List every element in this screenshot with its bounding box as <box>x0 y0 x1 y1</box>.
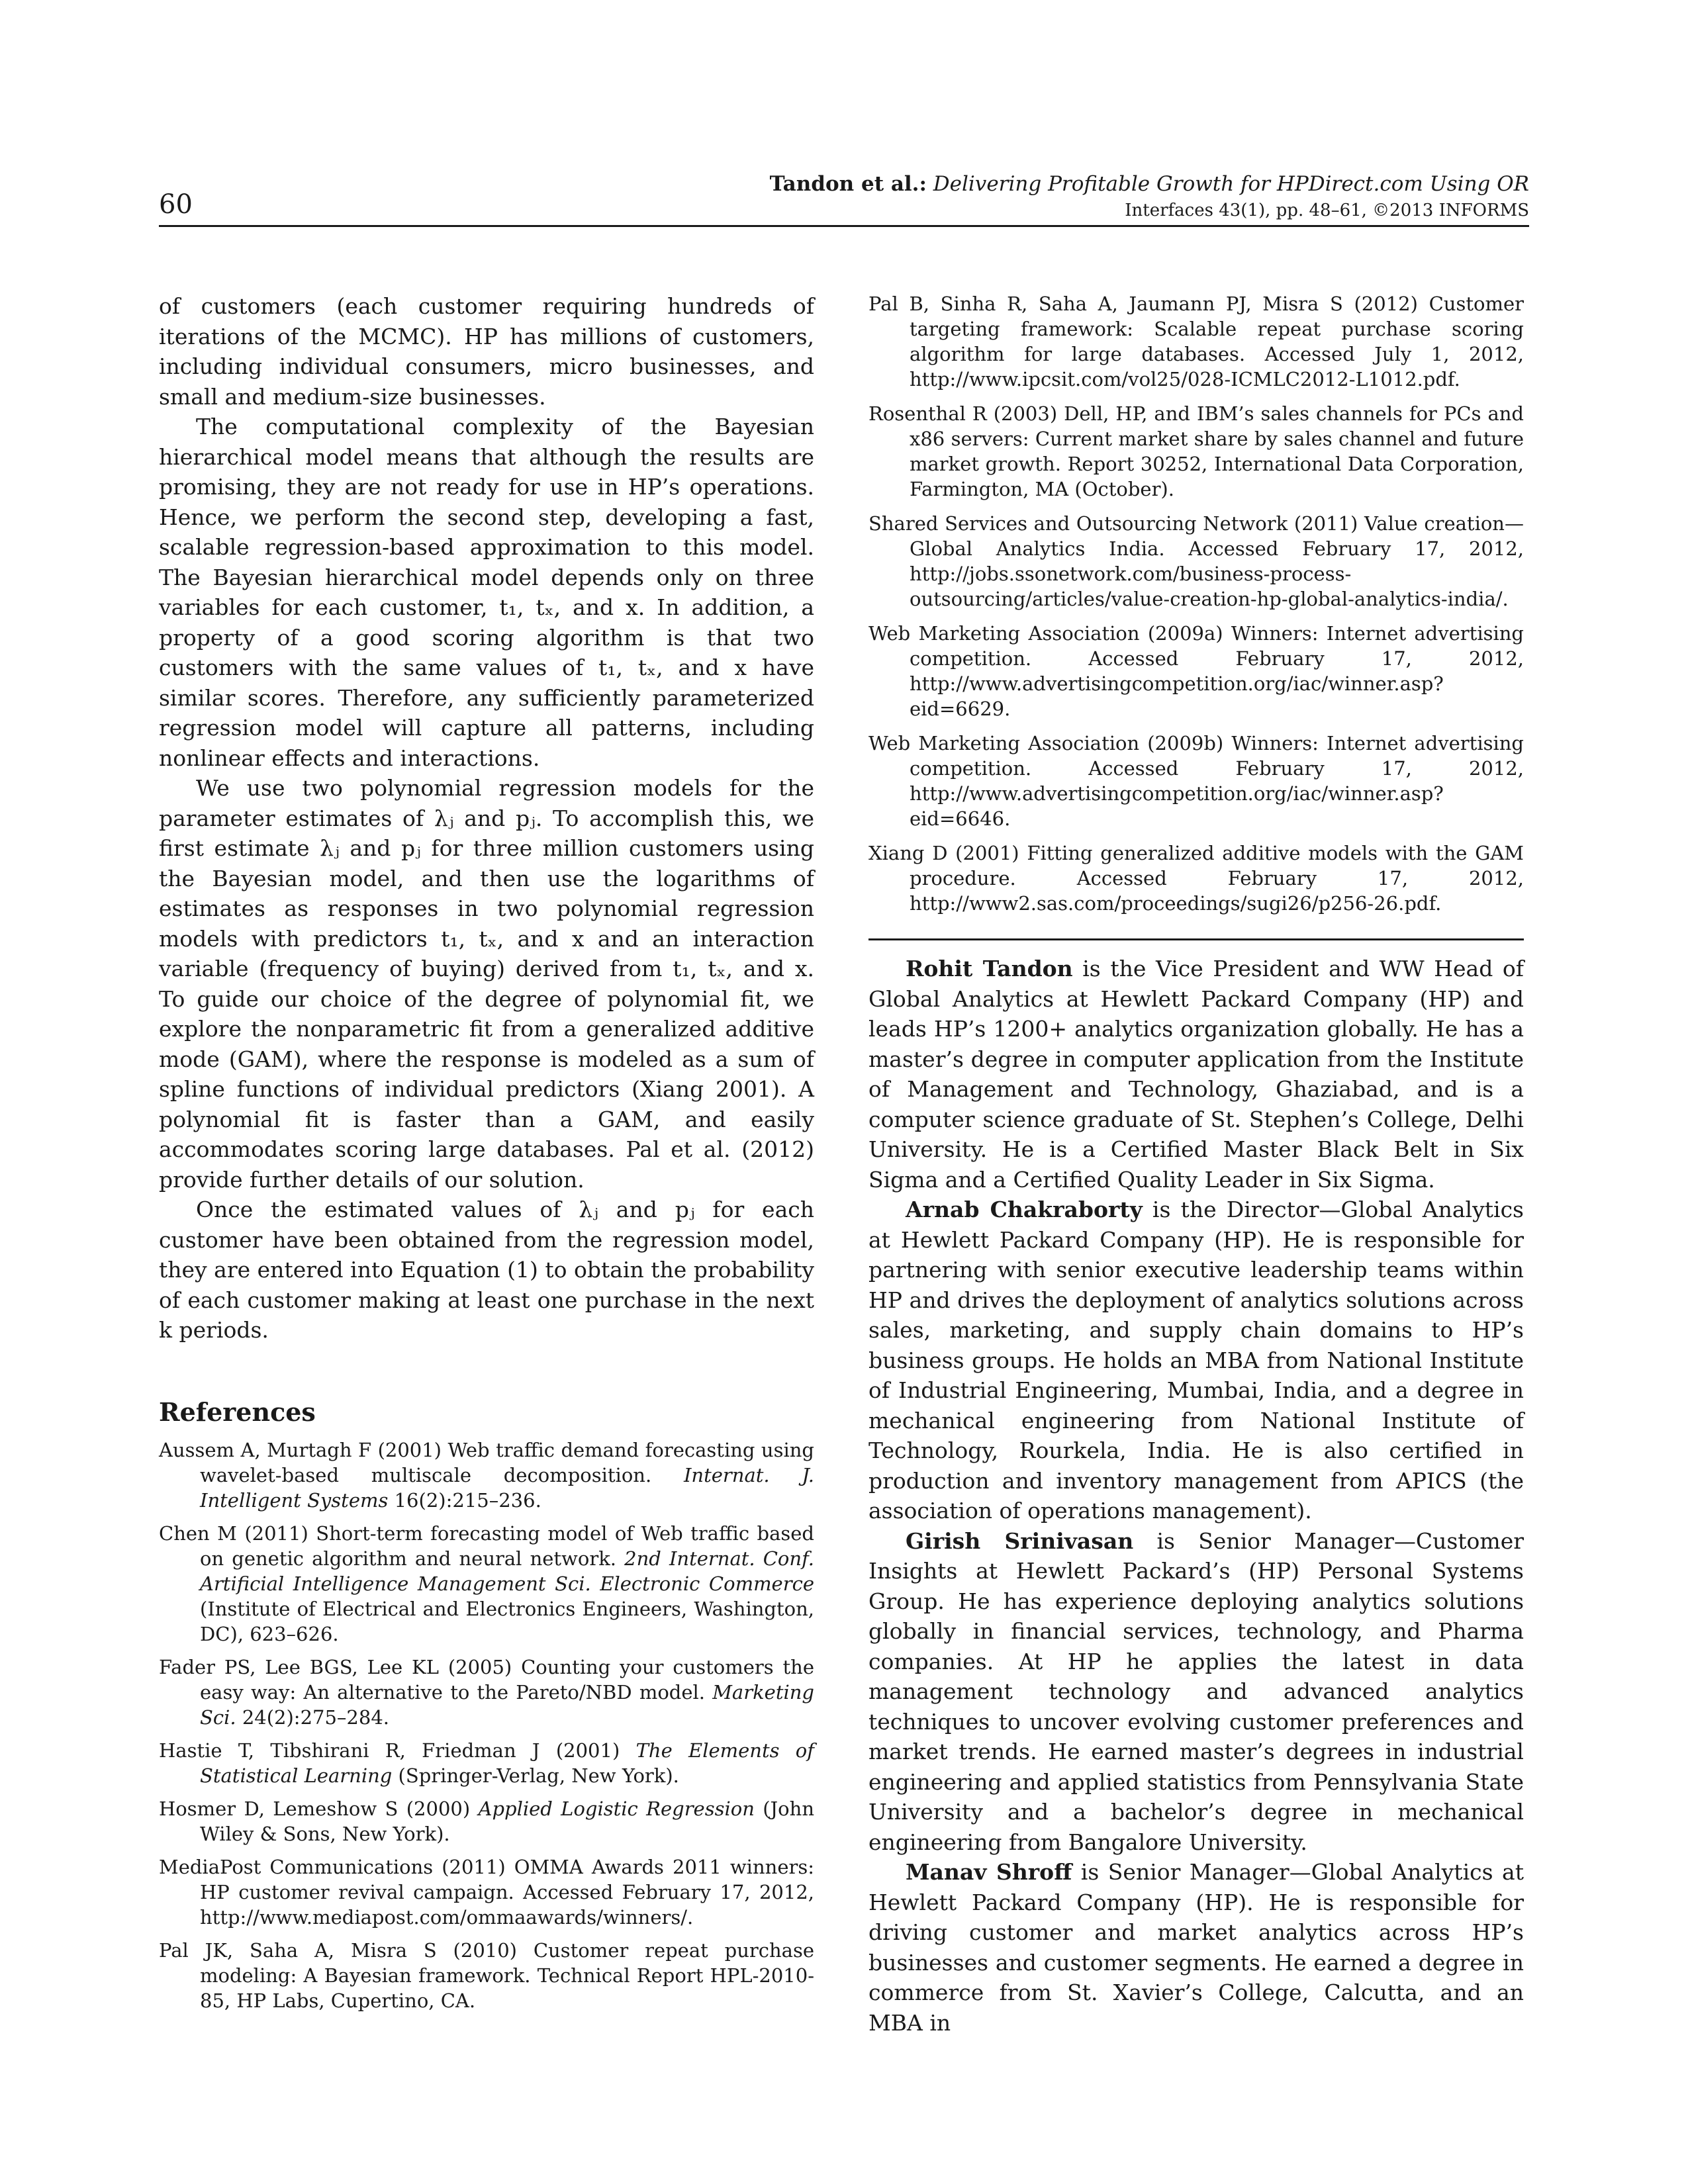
author-name: Arnab Chakraborty <box>906 1197 1143 1222</box>
bio-divider <box>868 938 1524 940</box>
running-header <box>770 171 1529 224</box>
body-paragraph: of customers (each customer requiring hundreds of iterations of the MCMC). HP has millions of customers, including individual consumers, micro businesses, and small and medium-size businesses. <box>159 293 814 410</box>
reference-item: Rosenthal R (2003) Dell, HP, and IBM’s sales channels for PCs and x86 servers: Current market share by sales channel and future market growth. Report 30252, International Data Corporation, Farmington, MA (October). <box>868 402 1524 500</box>
author-bio: Manav Shroff is Senior Manager—Global Analytics at Hewlett Packard Company (HP). He is responsible for driving customer and market analytics across HP’s businesses and customer segments. He earned a degree in commerce from St. Xavier’s College, Calcutta, and an MBA in <box>868 1859 1524 2036</box>
author-bio: Rohit Tandon is the Vice President and WW Head of Global Analytics at Hewlett Packard Company (HP) and leads HP’s 1200+ analytics organization globally. He has a master’s degree in computer application from the Institute of Management and Technology, Ghaziabad, and is a computer science graduate of St. Stephen’s College, Delhi University. He is a Certified Master Black Belt in Six Sigma and a Certified Quality Leader in Six Sigma. <box>868 956 1524 1193</box>
header-authors: Tandon et al.: <box>769 172 927 196</box>
body-paragraph: We use two polynomial regression models for the parameter estimates of λⱼ and pⱼ. To accomplish this, we first estimate λⱼ and pⱼ for three million customers using the Bayesian model, and then use the logarithms of estimates as responses in two polynomial regression models with predictors t₁, tₓ, and x and an interaction variable (frequency of buying) derived from t₁, tₓ, and x. To guide our choice of the degree of polynomial fit, we explore the nonparametric fit from a generalized additive mode (GAM), where the response is modeled as a sum of spline functions of individual predictors (Xiang 2001). A polynomial fit is faster than a GAM, and easily accommodates scoring large databases. Pal et al. (2012) provide further details of our solution. <box>159 775 814 1193</box>
header-rule <box>159 225 1529 227</box>
left-column <box>159 291 814 2021</box>
header-article-title: Delivering Profitable Growth for HPDirect.com Using OR <box>933 172 1529 196</box>
reference-item: Fader PS, Lee BGS, Lee KL (2005) Counting your customers the easy way: An alternative to the Pareto/NBD model. Marketing Sci. 24(2):275–284. <box>159 1655 814 1729</box>
reference-item: Pal B, Sinha R, Saha A, Jaumann PJ, Misra S (2012) Customer targeting framework: Scalable repeat purchase scoring algorithm for large databases. Accessed July 1, 2012, http://www.ipcsit.com/vol25/028-ICMLC2012-L1012.pdf. <box>868 293 1524 390</box>
references-list-left <box>159 1437 814 2013</box>
reference-item: Shared Services and Outsourcing Network (2011) Value creation—Global Analytics India. Accessed February 17, 2012, http://jobs.ssonetwork.com/business-process-outsourcing/articles/value-creation-hp-global-analytics-india/. <box>868 512 1524 610</box>
reference-item: Hastie T, Tibshirani R, Friedman J (2001) The Elements of Statistical Learning (Springer-Verlag, New York). <box>159 1739 814 1787</box>
author-name: Girish Srinivasan <box>906 1527 1134 1554</box>
references-list-right <box>868 291 1524 916</box>
author-bios <box>868 954 1524 2038</box>
right-column <box>868 291 1524 2038</box>
body-paragraph: The computational complexity of the Bayesian hierarchical model means that although the results are promising, they are not ready for use in HP’s operations. Hence, we perform the second step, developing a fast, scalable regression-based approximation to this model. The Bayesian hierarchical model depends only on three variables for each customer, t₁, tₓ, and x. In addition, a property of a good scoring algorithm is that two customers with the same values of t₁, tₓ, and x have similar scores. Therefore, any sufficiently parameterized regression model will capture all patterns, including nonlinear effects and interactions. <box>159 414 814 771</box>
page-number: 60 <box>159 189 193 220</box>
reference-item: Web Marketing Association (2009b) Winners: Internet advertising competition. Accessed February 17, 2012, http://www.advertisingcompetition.org/iac/winner.asp?eid=6646. <box>868 732 1524 830</box>
reference-item: Hosmer D, Lemeshow S (2000) Applied Logistic Regression (John Wiley & Sons, New York). <box>159 1797 814 1845</box>
body-paragraph: Once the estimated values of λⱼ and pⱼ for each customer have been obtained from the regression model, they are entered into Equation (1) to obtain the probability of each customer making at least one purchase in the next k periods. <box>159 1197 814 1343</box>
reference-item: Web Marketing Association (2009a) Winners: Internet advertising competition. Accessed February 17, 2012, http://www.advertisingcompetition.org/iac/winner.asp?eid=6629. <box>868 622 1524 720</box>
references-heading: References <box>159 1396 316 1427</box>
reference-item: Xiang D (2001) Fitting generalized additive models with the GAM procedure. Accessed February 17, 2012, http://www2.sas.com/proceedings/sugi26/p256-26.pdf. <box>868 842 1524 915</box>
header-journal-info: Interfaces 43(1), pp. 48–61, ©2013 INFORMS <box>1125 201 1529 220</box>
author-name: Rohit Tandon <box>906 956 1073 981</box>
author-bio: Girish Srinivasan is Senior Manager—Customer Insights at Hewlett Packard’s (HP) Personal Systems Group. He has experience deploying analytics solutions globally in financial services, technology, and Pharma companies. At HP he applies the latest in data management technology and advanced analytics techniques to uncover evolving customer preferences and market trends. He earned master’s degrees in industrial engineering and applied statistics from Pennsylvania State University and a bachelor’s degree in mechanical engineering from Bangalore University. <box>868 1527 1524 1855</box>
reference-item: Pal JK, Saha A, Misra S (2010) Customer repeat purchase modeling: A Bayesian framework. Technical Report HPL-2010-85, HP Labs, Cupertino, CA. <box>159 1938 814 2012</box>
author-bio: Arnab Chakraborty is the Director—Global Analytics at Hewlett Packard Company (HP). He is responsible for partnering with senior executive leadership teams within HP and drives the deployment of analytics solutions across sales, marketing, and supply chain domains to HP’s business groups. He holds an MBA from National Institute of Industrial Engineering, Mumbai, India, and a degree in mechanical engineering from National Institute of Technology, Rourkela, India. He is also certified in production and inventory management from APICS (the association of operations management). <box>868 1197 1524 1524</box>
reference-item: MediaPost Communications (2011) OMMA Awards 2011 winners: HP customer revival campaign. Accessed February 17, 2012, http://www.mediapost.com/ommaawards/winners/. <box>159 1855 814 1929</box>
reference-item: Chen M (2011) Short-term forecasting model of Web traffic based on genetic algorithm and neural network. 2nd Internat. Conf. Artificial Intelligence Management Sci. Electronic Commerce (Institute of Electrical and Electronics Engineers, Washington, DC), 623–626. <box>159 1522 814 1645</box>
reference-item: Aussem A, Murtagh F (2001) Web traffic demand forecasting using wavelet-based multiscale decomposition. Internat. J. Intelligent Systems 16(2):215–236. <box>159 1438 814 1512</box>
author-name: Manav Shroff <box>906 1859 1072 1885</box>
